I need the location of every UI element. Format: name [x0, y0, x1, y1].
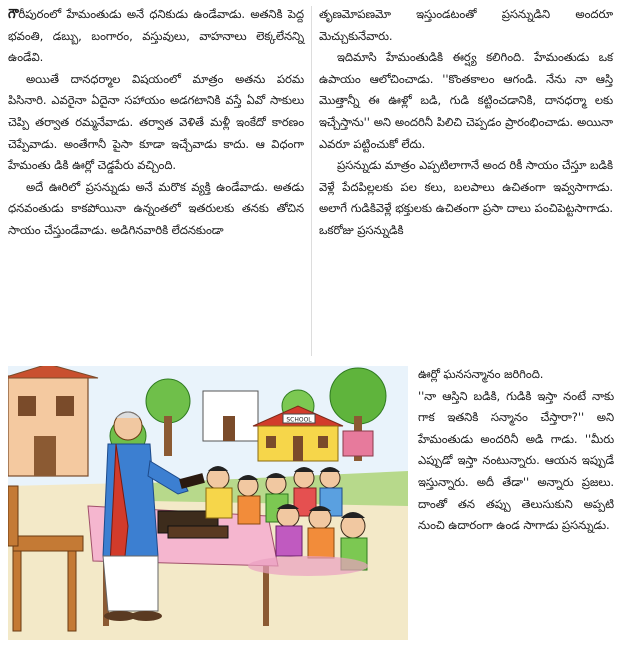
white-building [203, 391, 258, 441]
story-paragraph-7: ఊర్లో ఘనసన్మానం జరిగింది. [418, 367, 544, 381]
story-right-column [319, 4, 613, 364]
story-paragraph-5: ఇదిమాసి హేమంతుడికి ఈర్ష్య కలిగింది. హేమంతుడు ఒక ఉపాయం ఆలోచించాడు. ''కొంతకాలం ఆగండి. నేను నా ఆస్తి మొత్తాన్నీ ఈ ఊళ్లో బడి, గుడి కట్టించడానికి, దానధర్మా లకు ఇచ్చేస్తాను'' అని అందరినీ పిలిచి చెప్పడం ప్రారంభించాడు. అయినా ఎవరూ పట్టించుకో లేదు. [319, 50, 613, 151]
story-paragraph-8: ''నా ఆస్తిని బడికి, గుడికి ఇస్తా నంటే నాకు గాక ఇతనికి సన్మానం చేస్తారా?'' అని హేమంతుడు అందరినీ అడి గాడు. ''మీరు ఎప్పుడో ఇస్తా నంటున్నారు. ఆయన ఇప్పుడే ఇస్తున్నారు. అదీ తేడా'' అన్నారు ప్రజలు. దాంతో తన తప్పు తెలుసుకుని అప్పటి నుంచి ఉదారంగా ఉండ సాగాడు ప్రసన్నుడు. [418, 388, 614, 533]
story-illustration [8, 366, 408, 640]
story-paragraph-2: అయితే దానధర్మాల విషయంలో మాత్రం అతను పరమ పిసినారి. ఎవరైనా ఏదైనా సహాయం అడగటానికి వస్తే ఏవో సాకులు చెప్పి తర్వాత రమ్మనేవాడు. తర్వాత వెళితే మళ్లీ ఇంకేదో కారణం చెప్పేవాడు. అంతేగానీ పైసా కూడా ఇచ్చేవాడు కాదు. ఆ విధంగా హేమంతు డికి ఊర్లో చెడ్డపేరు వచ్చింది. [8, 71, 304, 173]
story-paragraph-3: అదే ఊరిలో ప్రసన్నుడు అనే మరొక వ్యక్తి ఉండేవాడు. అతడు ధనవంతుడు కాకపోయినా ఉన్నంతలో ఇతరులకు తనకు తోచిన సాయం చేస్తుండేవాడు. అడిగినవారికి లేదనకుండా [8, 179, 304, 237]
story-paragraph-6: ప్రసన్నుడు మాత్రం ఎప్పటిలాగానే అంద రికీ సాయం చేస్తూ బడికి వెళ్లే పేదపిల్లలకు పల కలు, బలపాలు ఉచితంగా ఇవ్వసాగాడు. అలాగే గుడికివెళ్లే భక్తులకు ఉచితంగా ప్రసా దాలు పంచిపెట్టసాగాడు. ఒకరోజు ప్రసన్నుడికి [319, 158, 613, 237]
story-left-column [8, 4, 304, 354]
left-house [8, 366, 98, 476]
school-sign: SCHOOL [286, 416, 312, 424]
story-right-lower-column [418, 364, 614, 537]
drop-cap: గౌ [8, 7, 19, 22]
story-paragraph-1: గౌరీపురంలో హేమంతుడు అనే ధనికుడు ఉండేవాడు. అతనికి పెద్ద భవంతి, డబ్బు, బంగారం, వస్తువులు, వాహనాలు లెక్కలేనన్ని ఉండేవి. [8, 7, 304, 65]
column-divider [311, 6, 312, 356]
illustration-svg [8, 366, 408, 640]
story-paragraph-4: తృణమోపణమో ఇస్తుండటంతో ప్రసన్నుడిని అందరూ మెచ్చుకునేవారు. [319, 7, 613, 43]
